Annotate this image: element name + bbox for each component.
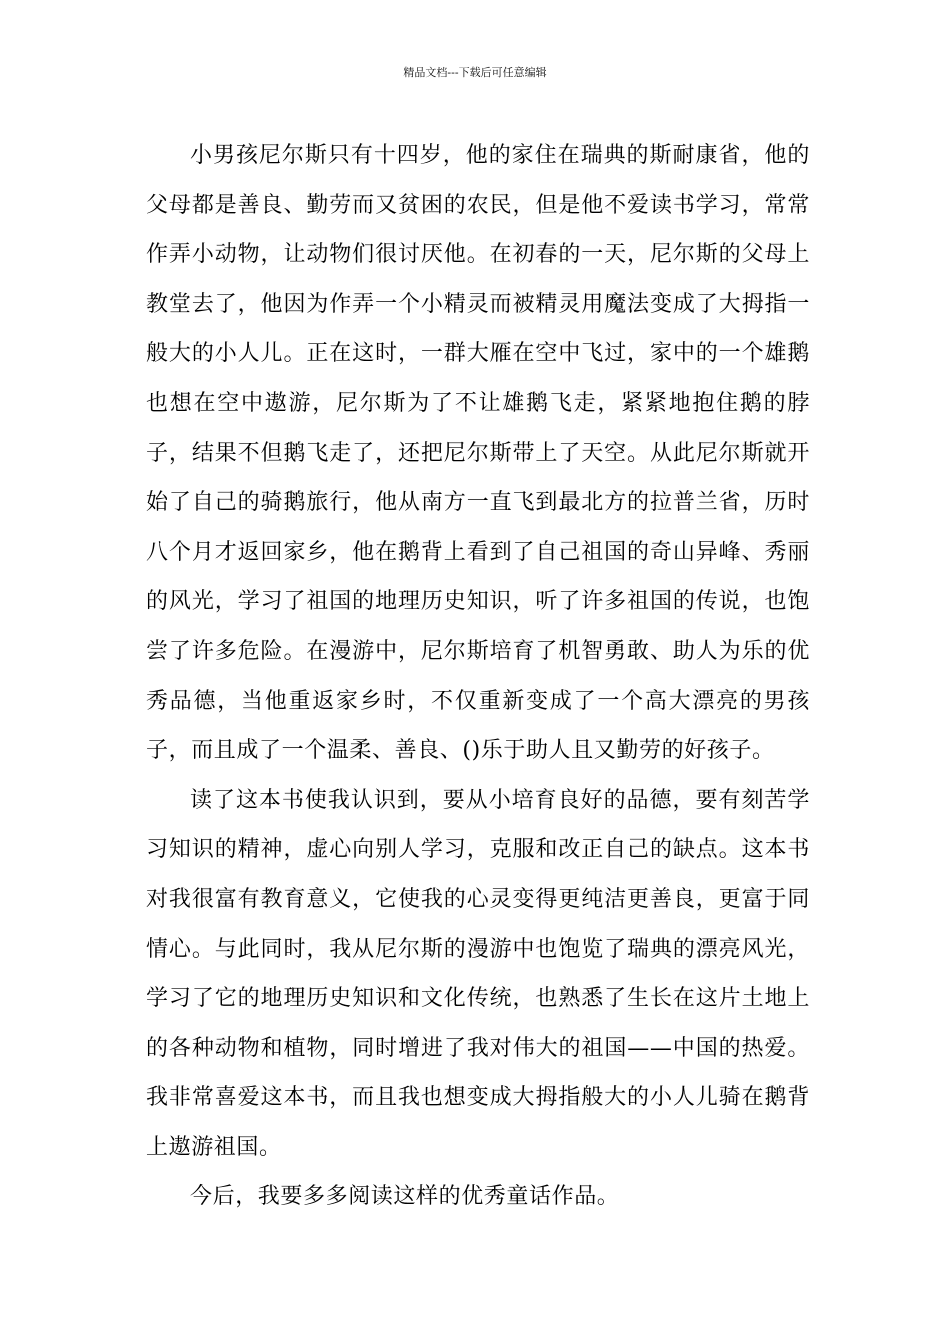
paragraph-conclusion: 今后，我要多多阅读这样的优秀童话作品。 xyxy=(190,1184,620,1210)
paragraph-story-summary: 小男孩尼尔斯只有十四岁，他的家住在瑞典的斯耐康省，他的父母都是善良、勤劳而又贫困的农民，但是他不爱读书学习，常常作弄小动物，让动物们很讨厌他。在初春的一天，尼尔斯的父母上教堂去了，他因为作弄一个小精灵而被精灵用魔法变成了大拇指一般大的小人儿。正在这时，一群大雁在空中飞过，家中的一个雄鹅也想在空中遨游，尼尔斯为了不让雄鹅飞走，紧紧地抱住鹅的脖子，结果不但鹅飞走了，还把尼尔斯带上了天空。从此尼尔斯就开始了自己的骑鹅旅行，他从南方一直飞到最北方的拉普兰省，历时八个月才返回家乡，他在鹅背上看到了自己祖国的奇山异峰、秀丽的风光，学习了祖国的地理历史知识，听了许多祖国的传说，也饱尝了许多危险。在漫游中，尼尔斯培育了机智勇敢、助人为乐的优秀品德，当他重返家乡时，不仅重新变成了一个高大漂亮的男孩子，而且成了一个温柔、善良、()乐于助人且又勤劳的好孩子。 xyxy=(146,143,810,764)
paragraph-reflection: 读了这本书使我认识到，要从小培育良好的品德，要有刻苦学习知识的精神，虚心向别人学习，克服和改正自己的缺点。这本书对我很富有教育意义，它使我的心灵变得更纯洁更善良，更富于同情心。与此同时，我从尼尔斯的漫游中也饱览了瑞典的漂亮风光，学习了它的地理历史知识和文化传统，也熟悉了生长在这片土地上的各种动物和植物，同时增进了我对伟大的祖国——中国的热爱。我非常喜爱这本书，而且我也想变成大拇指般大的小人儿骑在鹅背上遨游祖国。 xyxy=(146,787,810,1160)
page-header: 精品文档---下载后可任意编辑 xyxy=(403,66,547,79)
document-body xyxy=(146,131,810,1222)
